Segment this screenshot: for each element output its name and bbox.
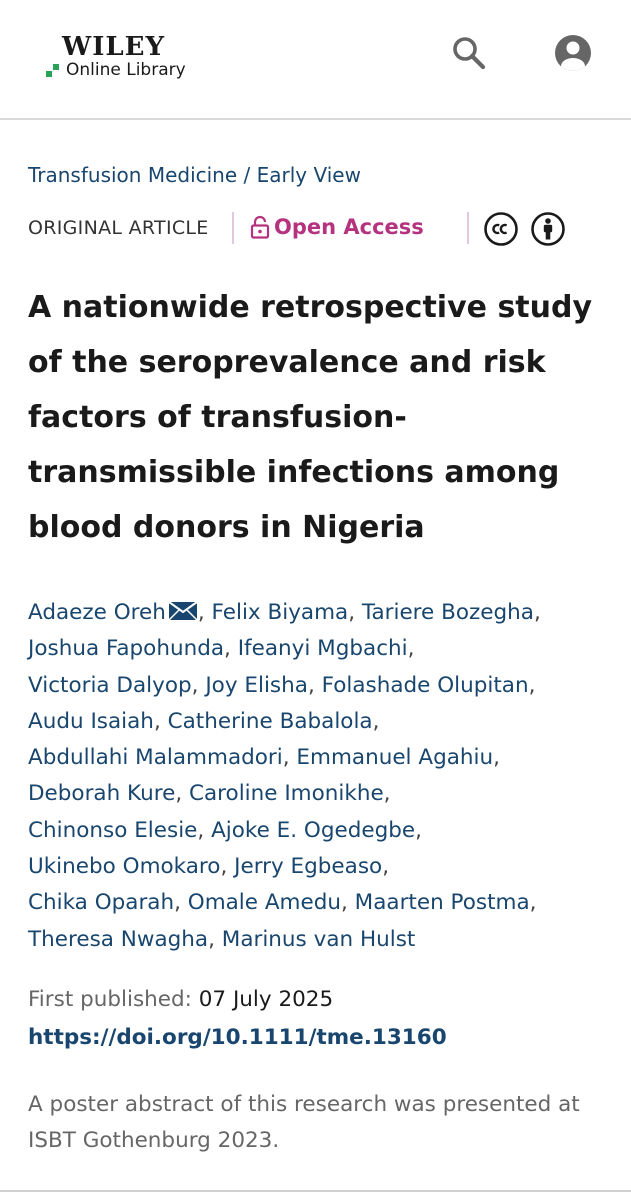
- author-link[interactable]: Theresa Nwagha: [28, 926, 209, 952]
- first-published-label: First published:: [28, 987, 192, 1012]
- first-published-date: 07 July 2025: [198, 987, 334, 1012]
- author-link[interactable]: Ajoke E. Ogedegbe: [211, 817, 416, 843]
- author-link[interactable]: Emmanuel Agahiu: [296, 745, 494, 771]
- meta-divider: [232, 212, 234, 244]
- author-link[interactable]: Joy Elisha: [205, 672, 308, 698]
- first-published: [28, 987, 333, 1012]
- author-link[interactable]: Adaeze Oreh: [28, 600, 166, 625]
- journal-breadcrumb-link[interactable]: Transfusion Medicine / Early View: [28, 163, 361, 187]
- article-title: A nationwide retrospective study of the seroprevalence and risk factors of transfusion-transmissible infections among blood donors in Nigeria: [28, 290, 593, 545]
- author-link[interactable]: Ukinebo Omokaro: [28, 854, 221, 880]
- site-header: [0, 0, 631, 120]
- author-link[interactable]: Omale Amedu: [187, 890, 341, 916]
- author-list: Adaeze Oreh , Felix Biyama, Tariere Bozegha, Joshua Fapohunda, Ifeanyi Mgbachi, Victoria Dalyop, Joy Elisha, Folashade Olupitan, Audu Isaiah, Catherine Babalola, Abdullahi Malammadori, Emmanuel Agahiu, Deborah Kure, Caroline Imonikhe, Chinonso Elesie, Ajoke E. Ogedegbe, Ukinebo Omokaro, Jerry Egbeaso, Chika Oparah, Omale Amedu, Maarten Postma, Theresa Nwagha, Marinus van Hulst: [28, 600, 541, 952]
- open-access-badge[interactable]: [250, 215, 424, 239]
- article-meta-row: [28, 210, 603, 250]
- account-icon[interactable]: [553, 33, 593, 73]
- author-link[interactable]: Felix Biyama: [211, 600, 349, 625]
- doi-link[interactable]: https://doi.org/10.1111/tme.13160: [28, 1025, 447, 1050]
- envelope-icon[interactable]: [168, 601, 198, 621]
- attribution-icon[interactable]: [530, 211, 566, 247]
- open-access-label: Open Access: [274, 215, 424, 239]
- author-link[interactable]: Deborah Kure: [28, 781, 176, 807]
- logo-brand: WILEY: [62, 32, 166, 62]
- author-link[interactable]: Folashade Olupitan: [321, 672, 529, 698]
- wiley-online-library-logo[interactable]: [46, 34, 206, 82]
- author-link[interactable]: Abdullahi Malammadori: [28, 745, 283, 771]
- author-link[interactable]: Catherine Babalola: [167, 708, 373, 734]
- author-link[interactable]: Maarten Postma: [354, 890, 530, 916]
- author-link[interactable]: Chika Oparah: [28, 890, 175, 916]
- author-link[interactable]: Victoria Dalyop: [28, 672, 192, 698]
- bottom-divider: [0, 1190, 631, 1192]
- logo-mark-icon: [46, 63, 60, 77]
- author-link[interactable]: Caroline Imonikhe: [188, 781, 384, 807]
- author-link[interactable]: Audu Isaiah: [28, 708, 154, 734]
- author-link[interactable]: Chinonso Elesie: [28, 817, 198, 843]
- author-link[interactable]: Jerry Egbeaso: [234, 854, 383, 880]
- meta-divider: [467, 212, 469, 244]
- creative-commons-icon[interactable]: [483, 211, 519, 247]
- author-link[interactable]: Joshua Fapohunda: [28, 636, 225, 662]
- author-link[interactable]: Marinus van Hulst: [221, 926, 416, 952]
- author-link[interactable]: Tariere Bozegha: [361, 600, 534, 625]
- presentation-note: A poster abstract of this research was presented at ISBT Gothenburg 2023.: [28, 1092, 580, 1153]
- open-lock-icon: [250, 215, 270, 239]
- article-type-label: ORIGINAL ARTICLE: [28, 217, 209, 239]
- logo-subtitle: Online Library: [66, 60, 186, 80]
- author-link[interactable]: Ifeanyi Mgbachi: [237, 636, 408, 662]
- search-icon[interactable]: [449, 33, 489, 73]
